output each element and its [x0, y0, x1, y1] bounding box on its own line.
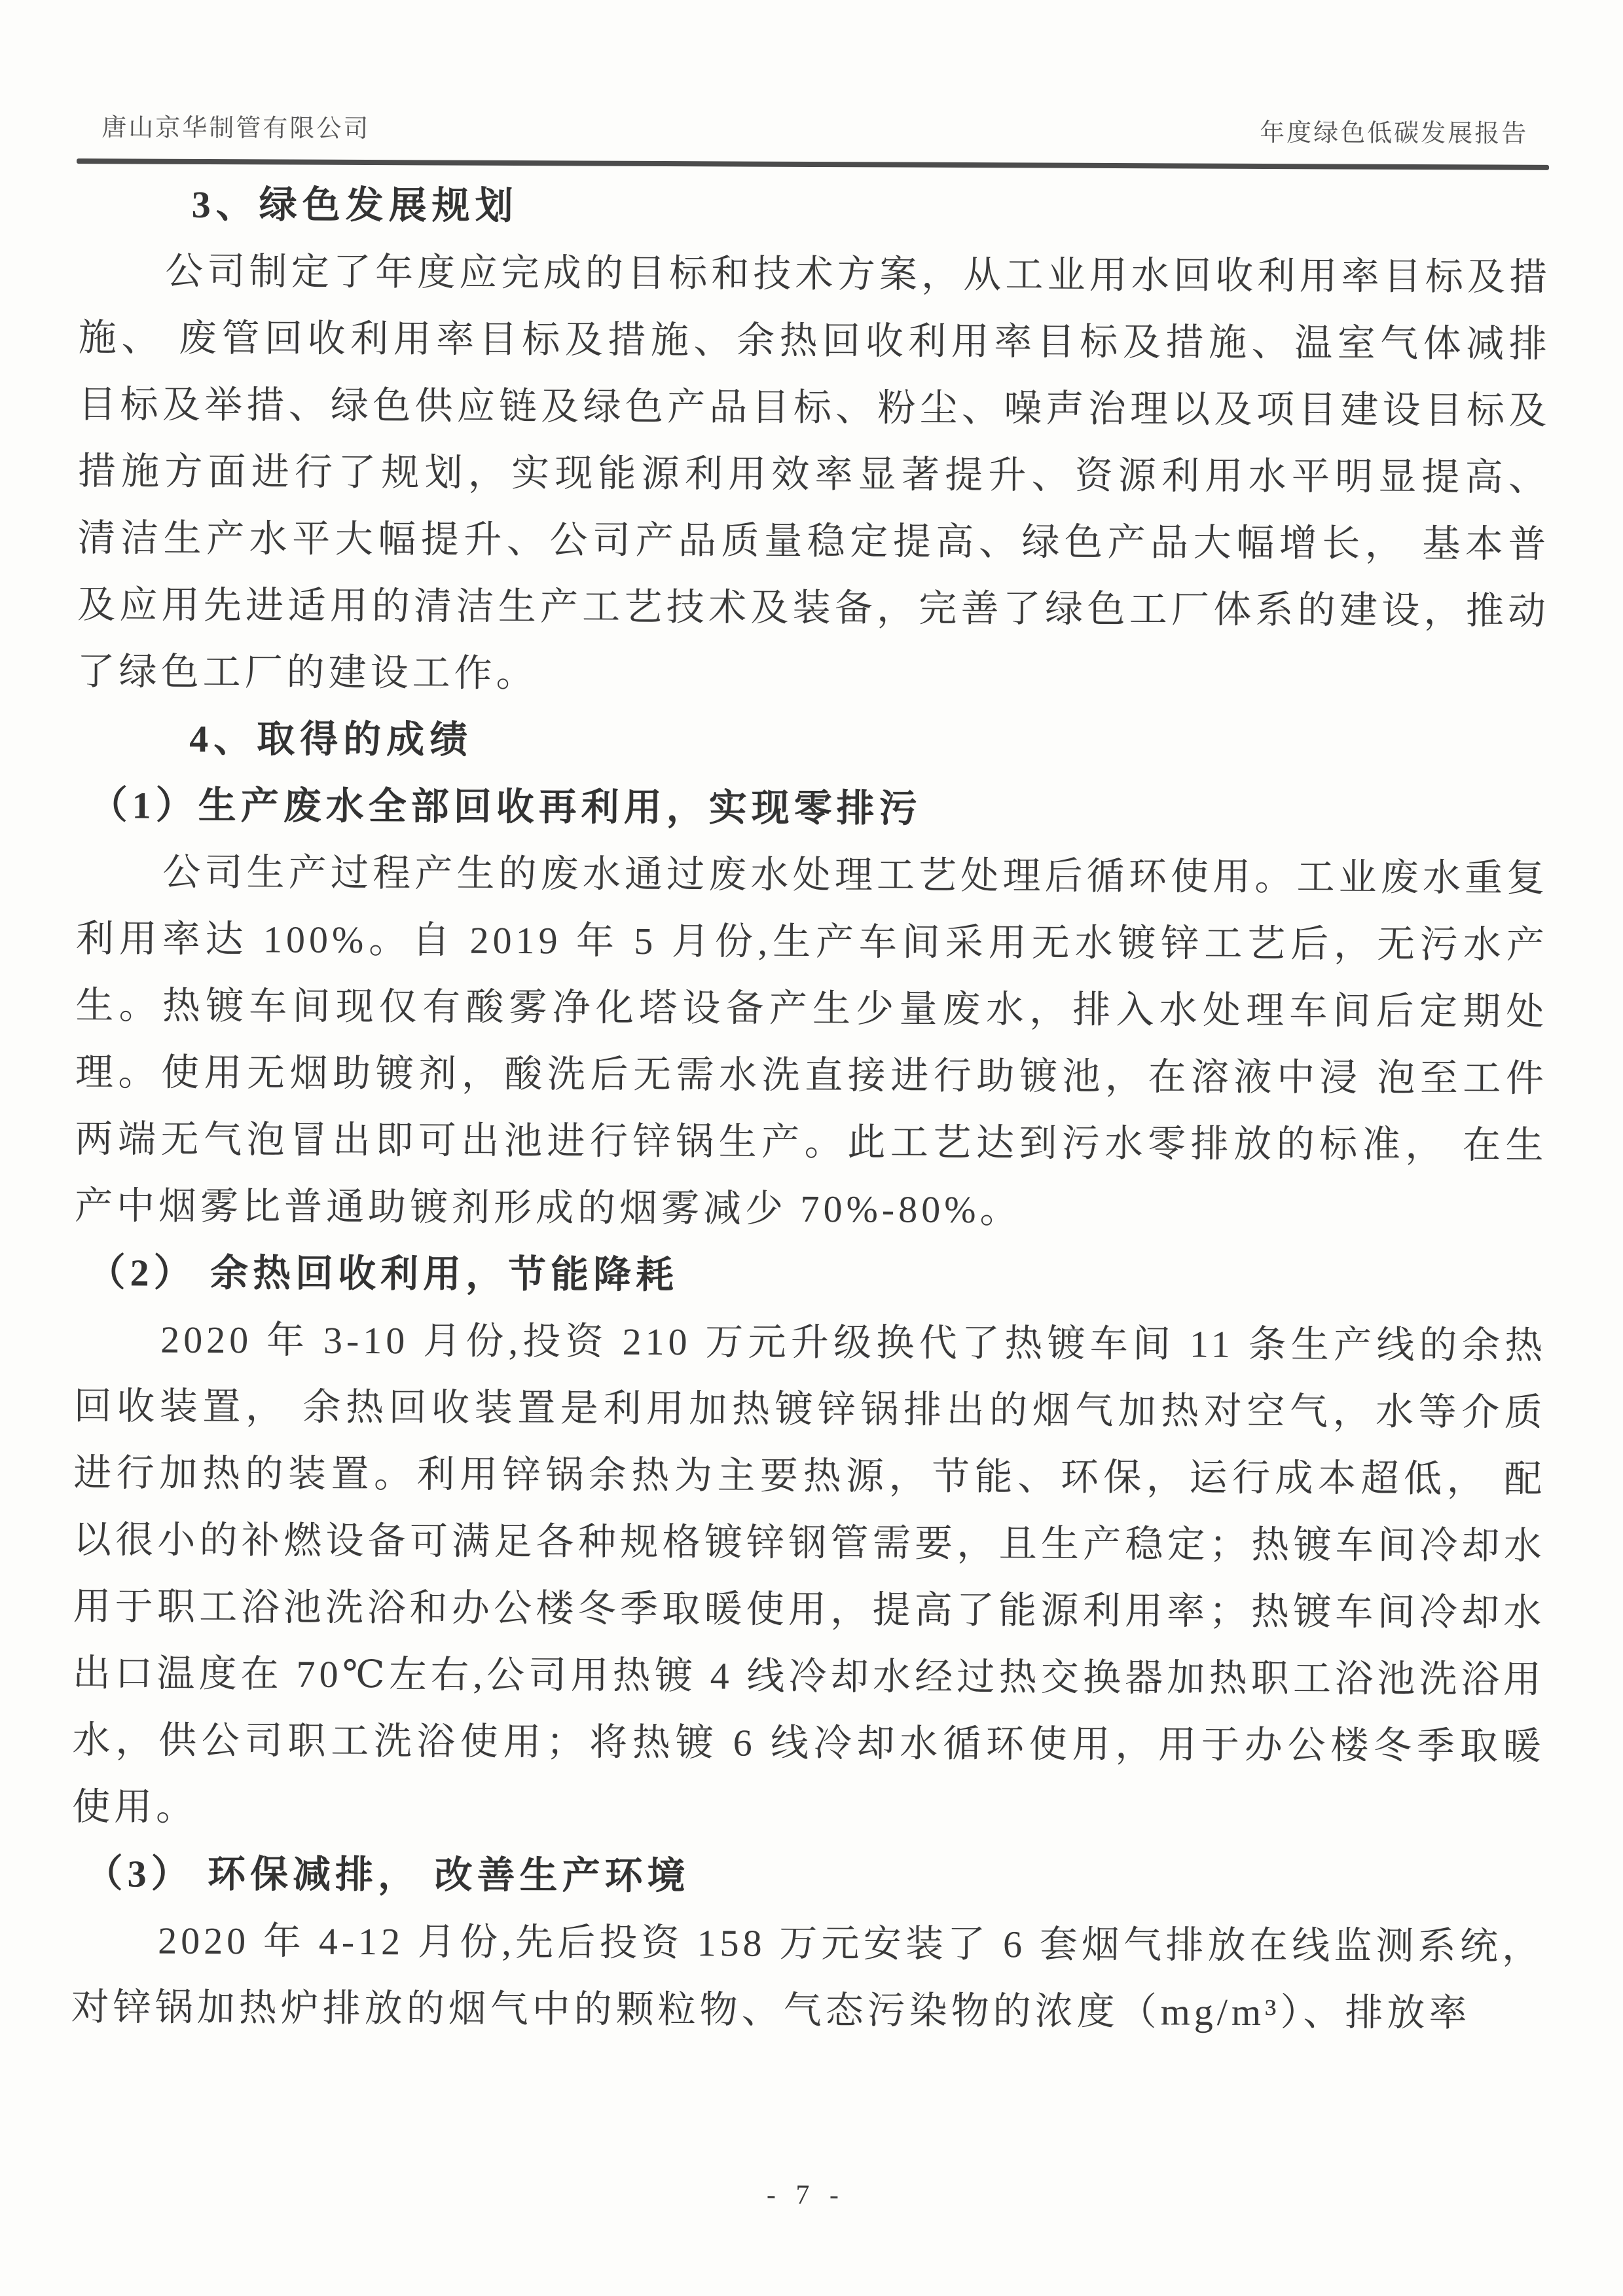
- heading-emission-reduction: （3） 环保减排， 改善生产环境: [84, 1852, 690, 1898]
- header-rule: [77, 158, 1549, 170]
- heading-achievements: 4、取得的成绩: [189, 717, 473, 761]
- page-footer: [0, 2176, 1618, 2215]
- paragraph-wastewater-recycling: 公司生产过程产生的废水通过废水处理工艺处理后循环使用。工业废水重复利用率达 100%。自 2019 年 5 月份,生产车间采用无水镀锌工艺后，无污水产生。热镀车间现仅有酸雾净化塔设备产生少量废水，排入水处理车间后定期处理。使用无烟助镀剂，酸洗后无需水洗直接进行助镀池，在溶液中浸 泡至工件两端无气泡冒出即可出池进行锌锅生产。此工艺达到污水零排放的标准， 在生产中烟雾比普通助镀剂形成的烟雾减少 70%-80%。: [74, 850, 1549, 1231]
- header-report-title: 年度绿色低碳发展报告: [1260, 118, 1529, 148]
- paragraph-green-development-plan: 公司制定了年度应完成的目标和技术方案，从工业用水回收利用率目标及措施、 废管回收利用率目标及措施、余热回收利用率目标及措施、温室气体减排目标及举措、绿色供应链及绿色产品目标、粉尘、噪声治理以及项目建设目标及措施方面进行了规划，实现能源利用效率显著提升、资源利用水平明显提高、 清洁生产水平大幅提升、公司产品质量稳定提高、绿色产品大幅增长， 基本普及应用先进适用的清洁生产工艺技术及装备，完善了绿色工厂体系的建设，推动了绿色工厂的建设工作。: [77, 249, 1552, 695]
- page-body: [71, 171, 1552, 2047]
- header-company-name: 唐山京华制管有限公司: [101, 114, 371, 143]
- heading-wastewater-recycling: （1）生产废水全部回收再利用，实现零排污: [89, 784, 922, 830]
- page-number: - 7 -: [766, 2179, 846, 2211]
- page-header: [101, 107, 1528, 149]
- paragraph-waste-heat-recovery: 2020 年 3-10 月份,投资 210 万元升级换代了热镀车间 11 条生产线的余热回收装置， 余热回收装置是利用加热镀锌锅排出的烟气加热对空气，水等介质进行加热的装置。利用锌锅余热为主要热源，节能、环保，运行成本超低， 配以很小的补燃设备可满足各种规格镀锌钢管需要，且生产稳定；热镀车间冷却水用于职工浴池洗浴和办公楼冬季取暖使用，提高了能源利用率；热镀车间冷却水出口温度在 70℃左右,公司用热镀 4 线冷却水经过热交换器加热职工浴池洗浴用水，供公司职工洗浴使用；将热镀 6 线冷却水循环使用，用于办公楼冬季取暖使用。: [71, 1318, 1547, 1829]
- paragraph-emission-monitoring: 2020 年 4-12 月份,先后投资 158 万元安装了 6 套烟气排放在线监测系统，对锌锅加热炉排放的烟气中的颗粒物、气态污染物的浓度（mg/m³）、排放率: [71, 1919, 1544, 2035]
- heading-green-development-plan: 3、绿色发展规划: [191, 183, 519, 228]
- heading-waste-heat-recovery: （2） 余热回收利用，节能降耗: [87, 1251, 679, 1297]
